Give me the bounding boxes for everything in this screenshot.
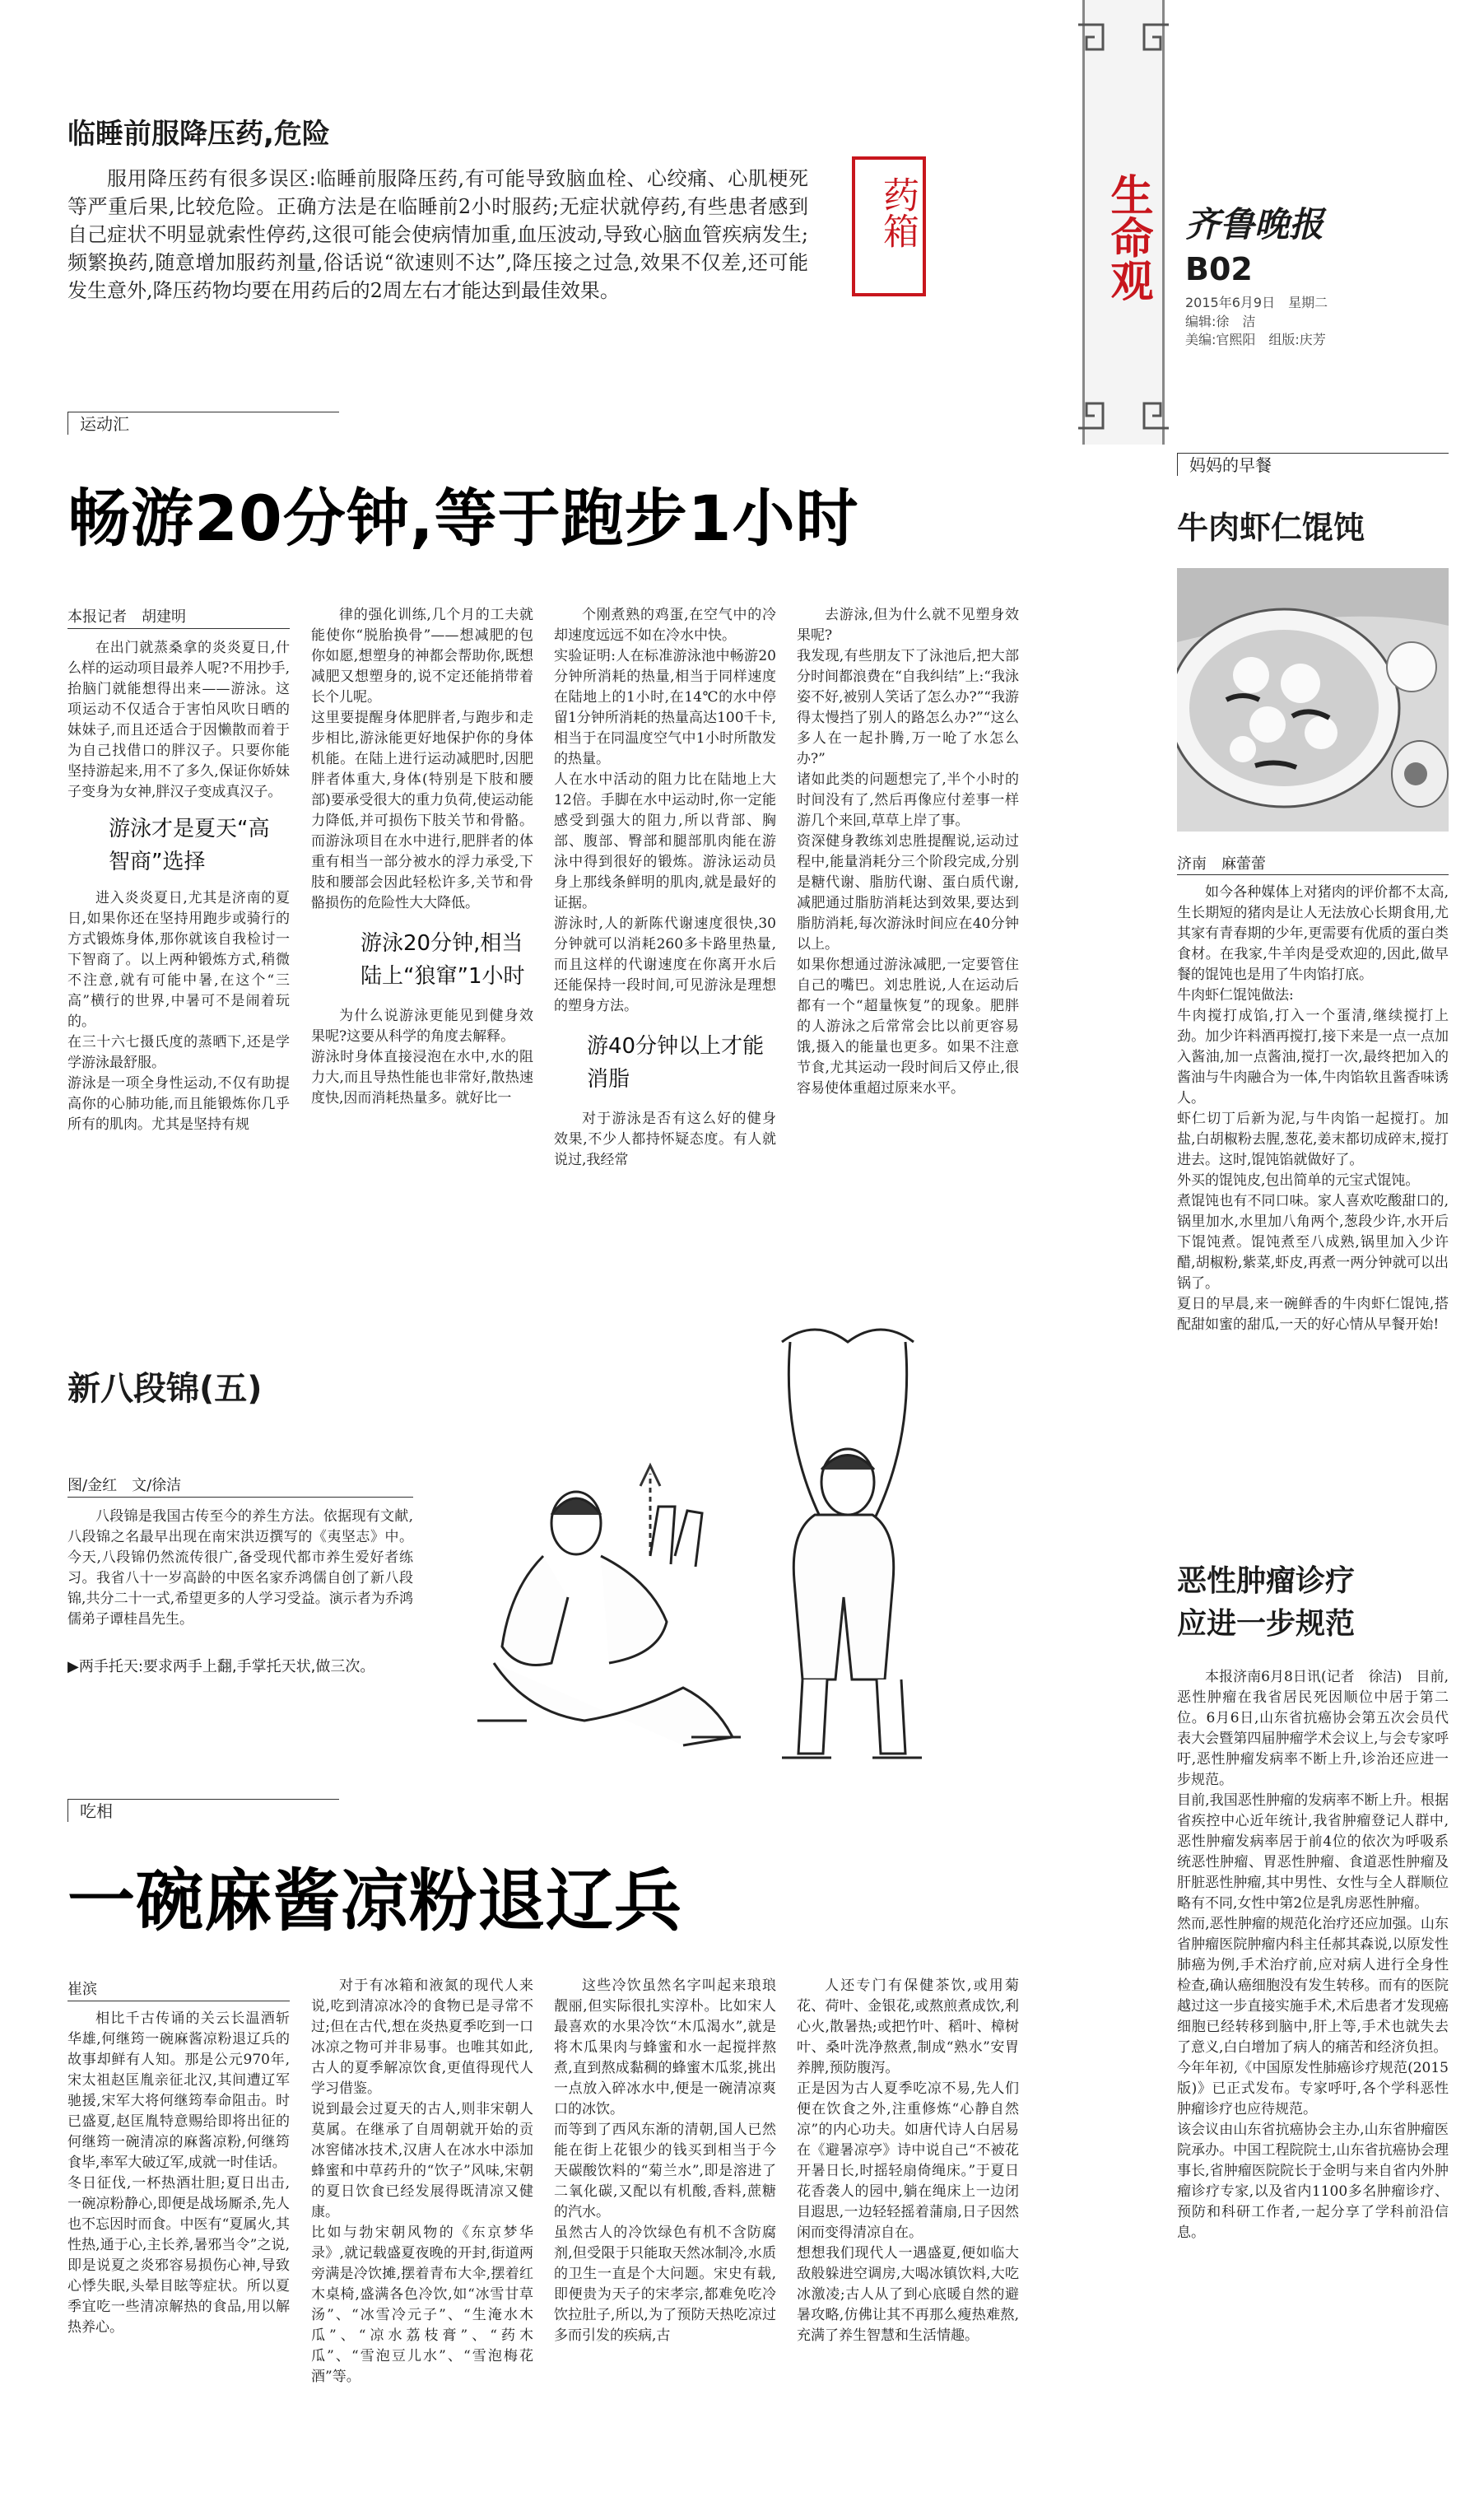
swim-col2-text-b: 为什么说游泳更能见到健身效果呢?这要从科学的角度去解释。 游泳时身体直接浸泡在水中,水的阻力大,而且导热性能也非常好,散热速度快,因而消耗热量多。就好比一 bbox=[311, 1008, 533, 1106]
tumor-title-line-1: 恶性肿瘤诊疗 bbox=[1177, 1564, 1356, 1598]
swim-column-1 bbox=[67, 638, 290, 1363]
tumor-body: 本报济南6月8日讯(记者 徐洁) 目前,恶性肿瘤在我省居民死因顺位中居于第二位。6月6日,山东省抗癌协会第五次会员代表大会暨第四届肿瘤学术会议上,与会专家呼吁,恶性肿瘤发病率不断上升,诊治还应进一步规范。 目前,我国恶性肿瘤的发病率不断上升。根据省疾控中心近年统计,我省肿瘤登记人群中,恶性肿瘤发病率居于前4位的依次为呼吸系统恶性肿瘤、胃恶性肿瘤、食道恶性肿瘤及肝脏恶性肿瘤,其中男性、女性与全人群顺位略有不同,女性中第2位是乳房恶性肿瘤。 然而,恶性肿瘤的规范化治疗还应加强。山东省肿瘤医院肿瘤内科主任郝其森说,以原发性肺癌为例,手术治疗前,应对病人进行全身性检查,确认癌细胞没有发生转移。而有的医院越过这一步直接实施手术,术后患者才发现癌细胞已经转移到脑中,肝上等,手术也就失去了意义,白白增加了病人的痛苦和经济负担。 今年年初,《中国原发性肺癌诊疗规范(2015版)》已正式发布。专家呼吁,各个学科恶性肿瘤诊疗也应待规范。 该会议由山东省抗癌协会主办,山东省肿瘤医院承办。中国工程院院士,山东省抗癌协会理事长,省肿瘤医院院长于金明与来自省内外肿瘤诊疗专家,以及省内1100多名肿瘤诊疗、预防和科研工作者,一起分享了学科前沿信息。 bbox=[1177, 1669, 1449, 2241]
noodles-tag: 吃相 bbox=[67, 1799, 339, 1822]
swim-byline: 本报记者 胡建明 bbox=[67, 608, 186, 626]
baduanjin-body: 八段锦是我国古传至今的养生方法。依据现有文献,八段锦之名最早出现在南宋洪迈撰写的《夷坚志》中。今天,八段锦仍然流传很广,备受现代都市养生爱好者练习。我省八十一岁高龄的中医名家乔鸿儒自创了新八段锦,共分二十一式,希望更多的人学习受益。演示者为乔鸿儒弟子谭桂昌先生。 bbox=[67, 1508, 413, 1628]
swim-tag: 运动汇 bbox=[67, 412, 339, 435]
swim-subhead-1: 游泳才是夏天“高智商”选择 bbox=[109, 817, 270, 874]
baduanjin-credit: 图/金红 文/徐洁 bbox=[67, 1477, 182, 1494]
swim-col3-text-a: 个刚煮熟的鸡蛋,在空气中的冷却速度远远不如在冷水中快。 实验证明:人在标准游泳池中畅游20分钟所消耗的热量,相当于同样速度在陆地上的1小时,在14℃的水中停留1分钟所消耗的热量高达100千卡,相当于在同温度空气中1小时所散发的热量。 人在水中活动的阻力比在陆地上大12倍。手脚在水中运动时,你一定能感受到强大的阻力,所以背部、胸部、腹部、臀部和腿部肌肉能在游泳中得到很好的锻炼。游泳运动员身上那线条鲜明的肌肉,就是最好的证据。 游泳时,人的新陈代谢速度很快,30分钟就可以消耗260多卡路里热量,而且这样的代谢速度在你离开水后还能保持一段时间,可见游泳是理想的塑身方法。 bbox=[554, 607, 776, 1014]
wonton-photo-credit: 济南 麻蕾蕾 bbox=[1177, 855, 1266, 873]
baduanjin-caption: ▶两手托天:要求两手上翻,手掌托天状,做三次。 bbox=[67, 1658, 375, 1675]
swim-col4-text: 去游泳,但为什么就不见塑身效果呢? 我发现,有些朋友下了泳池后,把大部分时间都浪费在“自我纠结”上:“我泳姿不好,被别人笑话了怎么办?”“我游得太慢挡了别人的路怎么办?”“这么多人在一起扑腾,万一呛了水怎么办?” 诸如此类的问题想完了,半个小时的时间没有了,然后再像应付差事一样游几个来回,草草上岸了事。 资深健身教练刘忠胜提醒说,运动过程中,能量消耗分三个阶段完成,分别是糖代谢、脂肪代谢、蛋白质代谢,减肥通过脂肪消耗达到效果,要达到脂肪消耗,每次游泳时间应在40分钟以上。 如果你想通过游泳减肥,一定要管住自己的嘴巴。刘忠胜说,人在运动后都有一个“超量恢复”的现象。肥胖的人游泳之后常常会比以前更容易饿,摄入的能量也更多。如果不注意节食,尤其运动一段时间后又停止,很容易使体重超过原来水平。 bbox=[797, 607, 1019, 1097]
mother-body: 如今各种媒体上对猪肉的评价都不太高,生长期短的猪肉是让人无法放心长期食用,尤其家有青春期的少年,更需要有优质的蛋白类食材。在我家,牛羊肉是受欢迎的,因此,做早餐的馄饨也是用了牛肉馅打底。 牛肉虾仁馄饨做法: 牛肉搅打成馅,打入一个蛋清,继续搅打上劲。加少许料酒再搅打,接下来是一点一点加入酱油,加一点酱油,搅打一次,最终把加入的酱油与牛肉融合为一体,牛肉馅软且酱香味诱人。 虾仁切丁后新为泥,与牛肉馅一起搅打。加盐,白胡椒粉去腥,葱花,姜末都切成碎末,搅打进去。这时,馄饨馅就做好了。 外买的馄饨皮,包出简单的元宝式馄饨。 煮馄饨也有不同口味。家人喜欢吃酸甜口的,锅里加水,水里加八角两个,葱段少许,水开后下馄饨煮。馄饨煮至八成熟,锅里加入少许醋,胡椒粉,紫菜,虾皮,再煮一两分钟就可以出锅了。 夏日的早晨,来一碗鲜香的牛肉虾仁馄饨,搭配甜如蜜的甜瓜,一天的好心情从早餐开始! bbox=[1177, 884, 1449, 1333]
medicine-body: 服用降压药有很多误区:临睡前服降压药,有可能导致脑血栓、心绞痛、心肌梗死等严重后果,比较危险。正确方法是在临睡前2小时服药;无症状就停药,有些患者感到自己症状不明显就索性停药,这很可能会使病情加重,血压波动,导致心脑血管疾病发生;频繁换药,随意增加服药剂量,俗话说“欲速则不达”,降压接之过急,效果不仅差,还可能发生意外,降压药物均要在用药后的2周左右才能达到最佳效果。 bbox=[67, 167, 808, 302]
baduanjin-title: 新八段锦(五) bbox=[67, 1370, 263, 1408]
swim-headline: 畅游20分钟,等于跑步1小时 bbox=[67, 482, 859, 555]
medicine-box-frame bbox=[852, 156, 926, 296]
wonton-photo bbox=[1177, 568, 1449, 832]
noodles-column-4: 人还专门有保健茶饮,或用菊花、荷叶、金银花,或熬煎煮成饮,利心火,散暑热;或把竹叶、稻叶、樟树叶、桑叶洗净熬煮,制成“熟水”安胃养脾,预防腹泻。 正是因为古人夏季吃凉不易,先人们便在饮食之外,注重修炼“心静自然凉”的内心功夫。如唐代诗人白居易在《避暑凉亭》诗中说自己“不被花开暑日长,时摇轻扇倚绳床。”于夏日花香袭人的园中,躺在绳床上一边闭目遐思,一边轻轻摇着蒲扇,日子因然闲而变得清凉自在。 想想我们现代人一遇盛夏,便如临大敌般躲进空调房,大喝冰镇饮料,大吃冰激凌;古人从了到心底暖自然的避暑攻略,仿佛让其不再那么瘦热难熬,充满了养生智慧和生活情趣。 bbox=[797, 1978, 1019, 2344]
medicine-box-label: 药箱 bbox=[877, 176, 919, 249]
noodles-column-3: 这些冷饮虽然名字叫起来琅琅靓丽,但实际很扎实淳朴。比如宋人最喜欢的水果冷饮“木瓜渴水”,就是将木瓜果肉与蜂蜜和水一起搅拌熬煮,直到熬成黏稠的蜂蜜木瓜浆,挑出一点放入碎冰水中,便是一碗清凉爽口的冰饮。 而等到了西风东渐的清朝,国人已然能在街上花银少的钱买到相当于今天碳酸饮料的“菊兰水”,即是溶进了二氧化碳,又配以有机酸,香料,蔗糖的汽水。 虽然古人的冷饮绿色有机不含防腐剂,但受限于只能取天然冰制冷,水质的卫生一直是个大问题。宋史有载,即便贵为天子的宋孝宗,都难免吃冷饮拉肚子,所以,为了预防天热吃凉过多而引发的疾病,古 bbox=[554, 1978, 776, 2344]
swim-col1-text-b: 进入炎炎夏日,尤其是济南的夏日,如果你还在坚持用跑步或骑行的方式锻炼身体,那你就该自我检讨一下智商了。以上两种锻炼方式,稍微不注意,就有可能中暑,在这个“三高”横行的世界,中暑可不是闹着玩的。 在三十六七摄氏度的蒸晒下,还是学学游泳最舒服。 游泳是一项全身性运动,不仅有助提高你的心肺功能,而且能锻炼你几乎所有的肌肉。尤其是坚持有规 bbox=[67, 890, 290, 1133]
medicine-headline: 临睡前服降压药,危险 bbox=[67, 118, 330, 151]
swim-col1-text-a: 在出门就蒸桑拿的炎炎夏日,什么样的运动项目最养人呢?不用抄手,抬脑门就能想得出来——游泳。这项运动不仅适合于害怕风吹日晒的妹妹子,而且还适合于因懒散而着于为自己找借口的胖汉子。只要你能坚持游起来,用不了多久,保证你娇妹子变身为女神,胖汉子变成真汉子。 bbox=[67, 640, 290, 800]
mother-tag: 妈妈的早餐 bbox=[1177, 453, 1449, 476]
noodles-column-1: 相比千古传诵的关云长温酒斩华雄,何继筠一碗麻酱凉粉退辽兵的故事却鲜有人知。那是公元970年,宋太祖赵匡胤亲征北汉,其间遭辽军驰援,宋军大将何继筠奉命阻击。时已盛夏,赵匡胤特意赐给即将出征的何继筠一碗清凉的麻酱凉粉,何继筠食毕,率军大破辽军,成就一时佳话。 冬日征伐,一杯热酒壮胆;夏日出击,一碗凉粉静心,即便是战场厮杀,先人也不忘因时而食。中医有“夏属火,其性热,通于心,主长养,暑邪当令”之说,即是说夏之炎邪容易损伤心神,导致心悸失眠,头晕目眩等症状。所以夏季宜吃一些清凉解热的食品,用以解热养心。 bbox=[67, 2010, 290, 2336]
swim-column-3 bbox=[554, 605, 776, 1363]
noodles-headline: 一碗麻酱凉粉退辽兵 bbox=[67, 1862, 683, 1940]
standing-figure bbox=[782, 1330, 922, 1758]
byline-rule bbox=[67, 628, 290, 629]
wonton-photo-art bbox=[1177, 568, 1449, 832]
swim-column-2 bbox=[311, 605, 533, 1363]
swim-col2-text-a: 律的强化训练,几个月的工夫就能使你“脱胎换骨”——想减肥的包你如愿,想塑身的神都会帮助你,既想减肥又想塑身的,说不定还能捎带着长个儿呢。 这里要提醒身体肥胖者,与跑步和走步相比,游泳能更好地保护你的身体机能。在陆上进行运动减肥时,因肥胖者体重大,身体(特别是下肢和腰部)要承受很大的重力负荷,使运动能力降低,并可损伤下肢关节和骨骼。而游泳项目在水中进行,肥胖者的体重有相当一部分被水的浮力承受,下肢和腰部会因此轻松许多,关节和骨骼损伤的危险性大大降低。 bbox=[311, 607, 533, 911]
swim-subhead-2: 游泳20分钟,相当陆上“狼窜”1小时 bbox=[361, 931, 525, 989]
section-title: 生命观 bbox=[1103, 173, 1152, 301]
crouching-figure bbox=[477, 1492, 741, 1745]
photo-rule bbox=[1177, 874, 1449, 875]
credit-rule bbox=[67, 1497, 413, 1498]
baduanjin-illustration bbox=[428, 1309, 1054, 1770]
noodles-column-2: 对于有冰箱和液氮的现代人来说,吃到清凉冰冷的食物已是寻常不过;但在古代,想在炎热夏季吃到一口冰凉之物可并非易事。也唯其如此,古人的夏季解凉饮食,更值得现代人学习借鉴。 说到最会过夏天的古人,则非宋朝人莫属。在继承了自周朝就开始的贡冰窖储冰技术,汉唐人在冰水中添加蜂蜜和中草药升的“饮子”风味,宋朝的夏日饮食已经发展得既清凉又健康。 比如与勃宋朝风物的《东京梦华录》,就记载盛夏夜晚的开封,街道两旁满是冷饮摊,摆着青布大伞,摆着红木桌椅,盛满各色冷饮,如“冰雪甘草汤”、“冰雪冷元子”、“生淹水木瓜”、“凉水荔枝膏”、“药木瓜”、“雪泡豆儿水”、“雪泡梅花酒”等。 bbox=[311, 1978, 533, 2385]
tumor-title-line-2: 应进一步规范 bbox=[1177, 1607, 1356, 1641]
mother-title: 牛肉虾仁馄饨 bbox=[1177, 510, 1365, 546]
noodles-byline: 崔滨 bbox=[67, 1981, 97, 1998]
editor-credit: 编辑:徐 洁 bbox=[1185, 314, 1256, 329]
designer-credit: 美编:官熙阳 组版:庆芳 bbox=[1185, 332, 1326, 347]
page-number: B02 bbox=[1185, 251, 1253, 287]
paper-logo: 齐鲁晚报 bbox=[1185, 204, 1324, 245]
swim-subhead-3: 游40分钟以上才能消脂 bbox=[587, 1034, 765, 1092]
issue-date: 2015年6月9日 星期二 bbox=[1185, 295, 1328, 310]
swim-column-4 bbox=[797, 605, 1019, 1363]
swim-col3-text-b: 对于游泳是否有这么好的健身效果,不少人都持怀疑态度。有人就说过,我经常 bbox=[554, 1111, 776, 1168]
